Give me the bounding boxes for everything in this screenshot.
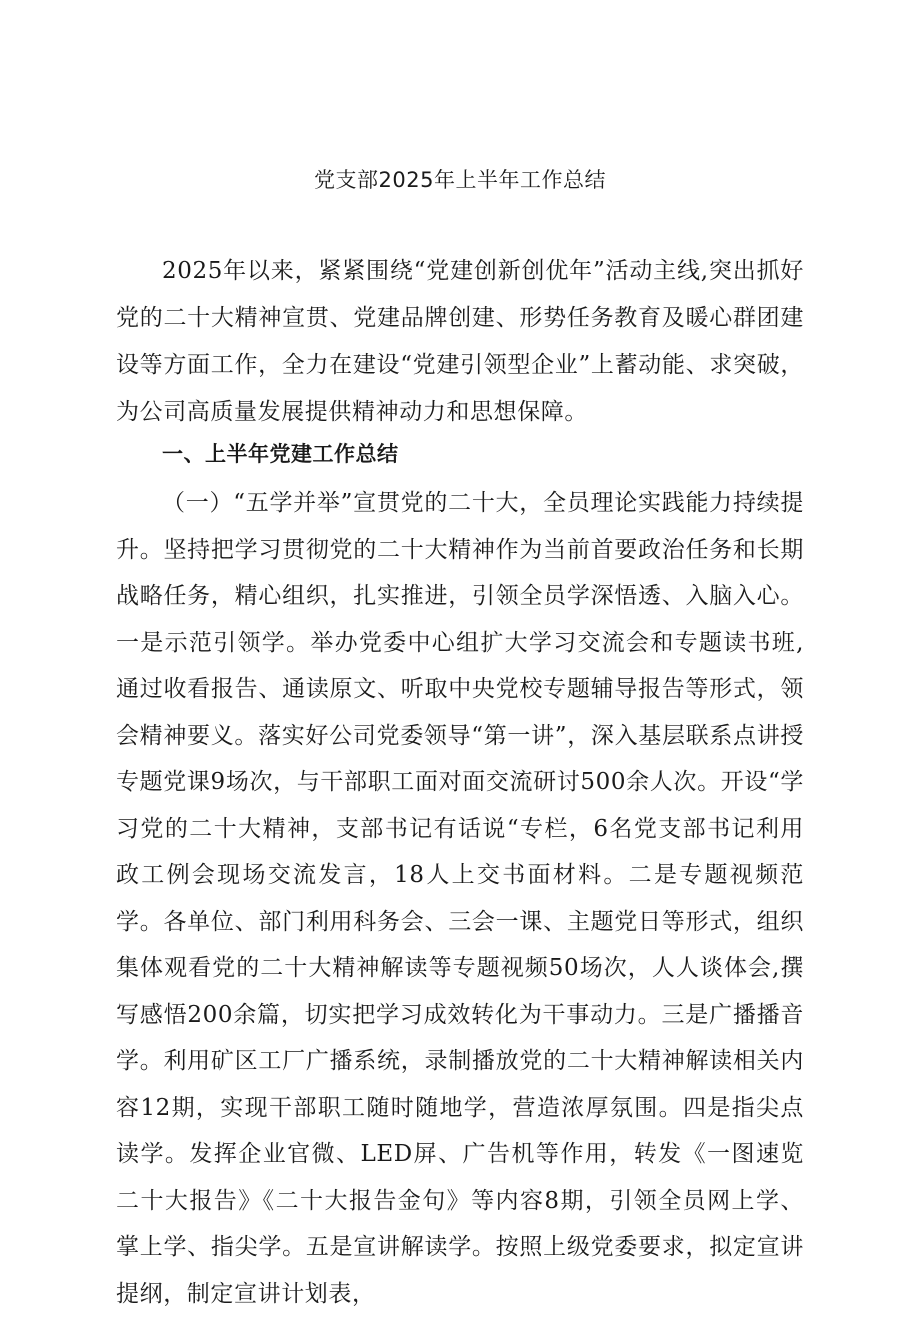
section-paragraph: （一）“五学并举”宣贯党的二十大，全员理论实践能力持续提升。坚持把学习贯彻党的二十大精神作为当前首要政治任务和长期战略任务，精心组织，扎实推进，引领全员学深悟透、入脑入心。一是示范引领学。举办党委中心组扩大学习交流会和专题读书班,通过收看报告、通读原文、听取中央党校专题辅导报告等形式，领会精神要义。落实好公司党委领导“第一讲”，深入基层联系点讲授专题党课9场次，与干部职工面对面交流研讨500余人次。开设“学习党的二十大精神，支部书记有话说“专栏，6名党支部书记利用政工例会现场交流发言，18人上交书面材料。二是专题视频范学。各单位、部门利用科务会、三会一课、主题党日等形式，组织集体观看党的二十大精神解读等专题视频50场次，人人谈体会,撰写感悟200余篇，切实把学习成效转化为干事动力。三是广播播音学。利用矿区工厂广播系统，录制播放党的二十大精神解读相关内容12期，实现干部职工随时随地学，营造浓厚氛围。四是指尖点读学。发挥企业官微、LED屏、广告机等作用，转发《一图速览二十大报告》《二十大报告金句》等内容8期，引领全员网上学、掌上学、指尖学。五是宣讲解读学。按照上级党委要求，拟定宣讲提纲，制定宣讲计划表， (116, 490, 804, 1307)
intro-paragraph: 2025年以来，紧紧围绕“党建创新创优年”活动主线,突出抓好党的二十大精神宣贯、党建品牌创建、形势任务教育及暖心群团建设等方面工作，全力在建设“党建引领型企业”上蓄动能、求突破，为公司高质量发展提供精神动力和思想保障。 (116, 258, 804, 425)
section-heading: 一、上半年党建工作总结 (162, 442, 399, 466)
document-title: 党支部2025年上半年工作总结 (314, 168, 606, 192)
